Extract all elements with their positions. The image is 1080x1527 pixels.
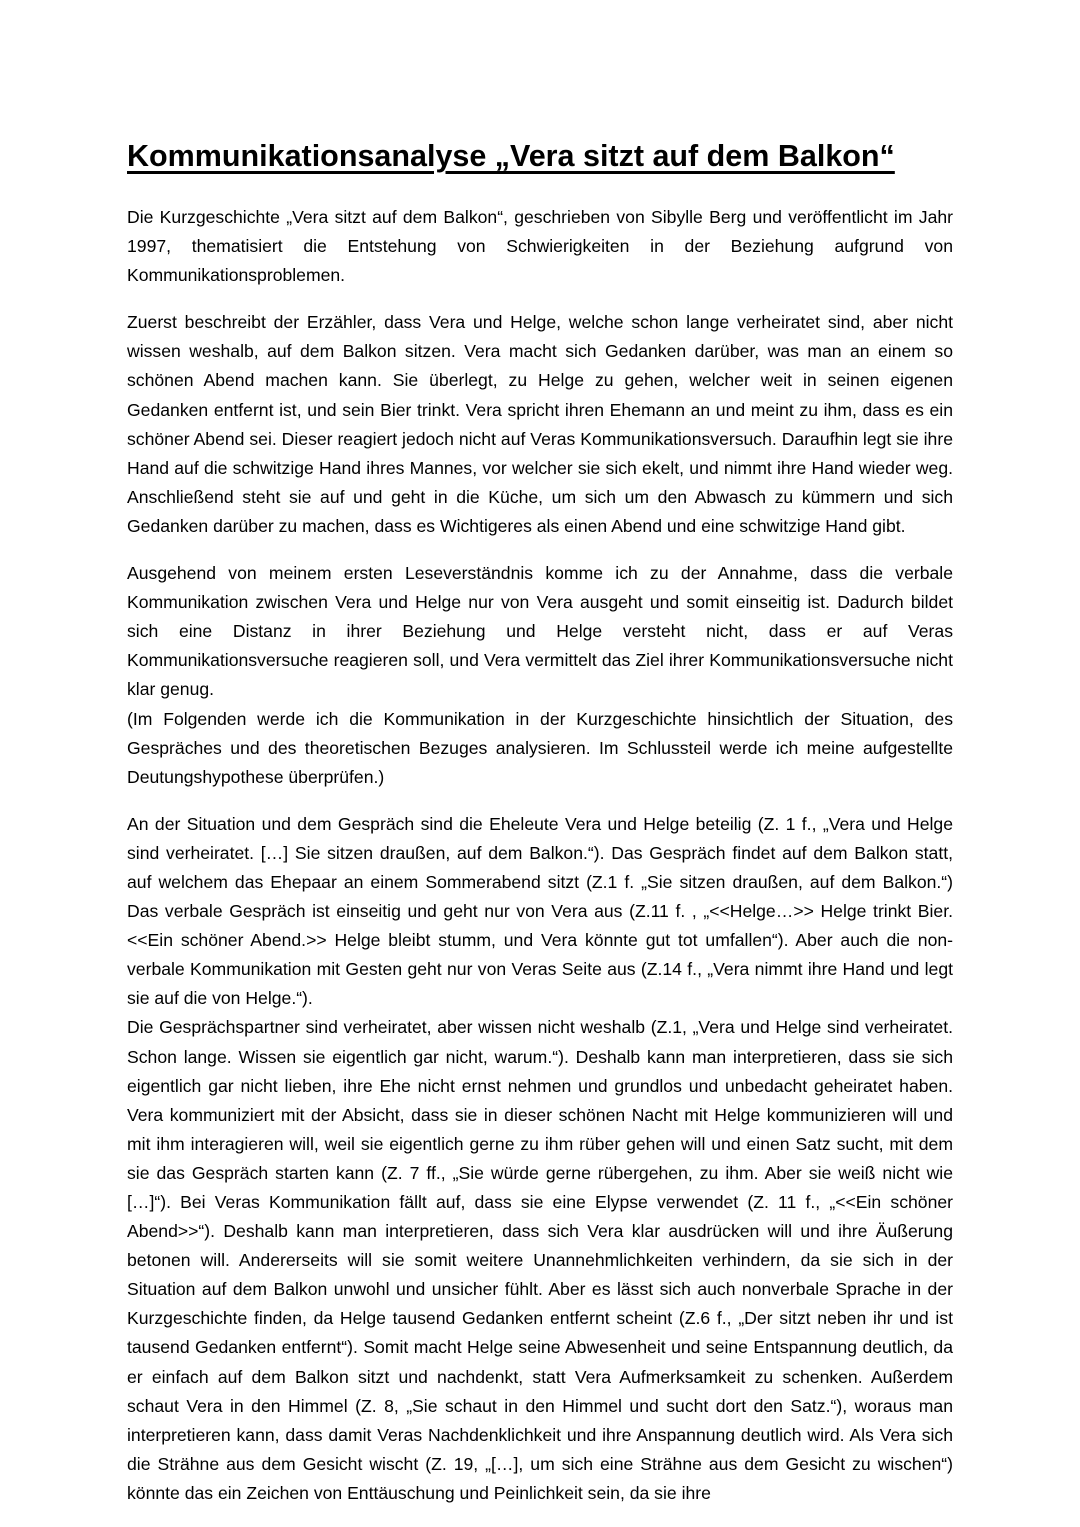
page-title: [127, 128, 953, 185]
paragraph-intro: Die Kurzgeschichte „Vera sitzt auf dem Balkon“, geschrieben von Sibylle Berg und veröffentlicht im Jahr 1997, thematisiert die Entstehung von Schwierigkeiten in der Beziehung aufgrund von Kommunikationsproblemen.: [127, 207, 953, 286]
paragraph-spacer: [127, 290, 953, 308]
paragraph-analyse-gespraech: Die Gesprächspartner sind verheiratet, aber wissen nicht weshalb (Z.1, „Vera und Helge sind verheiratet. Schon lange. Wissen sie eigentlich gar nicht, warum.“). Deshalb kann man interpretieren, dass sie sich eigentlich gar nicht lieben, ihre Ehe nicht ernst nehmen und grundlos und unbedacht geheiratet haben. Vera kommuniziert mit der Absicht, dass sie in dieser schönen Nacht mit Helge kommunizieren will und mit ihm interagieren will, weil sie eigentlich gerne zu ihm rüber gehen will und einen Satz sucht, mit dem sie das Gespräch starten kann (Z. 7 ff., „Sie würde gerne rübergehen, zu ihm. Aber sie weiß nicht wie […]“). Bei Veras Kommunikation fällt auf, dass sie eine Elypse verwendet (Z. 11 f., „<<Ein schöner Abend>>“). Deshalb kann man interpretieren, dass sich Vera klar ausdrücken will und ihre Äußerung betonen will. Andererseits will sie somit weitere Unannehmlichkeiten verhindern, da sie sich in der Situation auf dem Balkon unwohl und unsicher fühlt. Aber es lässt sich auch nonverbale Sprache in der Kurzgeschichte finden, da Helge tausend Gedanken entfernt scheint (Z.6 f., „Der sitzt neben ihr und ist tausend Gedanken entfernt“). Somit macht Helge seine Abwesenheit und seine Entspannung deutlich, da er einfach auf dem Balkon sitzt und nachdenkt, statt Vera Aufmerksamkeit zu schenken. Außerdem schaut Vera in den Himmel (Z. 8, „Sie schaut in den Himmel und sucht dort den Satz.“), woraus man interpretieren kann, dass damit Veras Nachdenklichkeit und ihre Anspannung deutlich wird. Als Vera sich die Strähne aus dem Gesicht wischt (Z. 19, „[…], um sich eine Strähne aus dem Gesicht zu wischen“) könnte das ein Zeichen von Enttäuschung und Peinlichkeit sein, da sie ihre: [127, 1017, 953, 1503]
paragraph-spacer: [127, 541, 953, 559]
paragraph-analyse-situation: An der Situation und dem Gespräch sind die Eheleute Vera und Helge beteilig (Z. 1 f., „Vera und Helge sind verheiratet. […] Sie sitzen draußen, auf dem Balkon.“). Das Gespräch findet auf dem Balkon statt, auf welchem das Ehepaar an einem Sommerabend sitzt (Z.1 f. „Sie sitzen draußen, auf dem Balkon.“) Das verbale Gespräch ist einseitig und geht nur von Vera aus (Z.11 f. , „<<Helge…>> Helge trinkt Bier. <<Ein schöner Abend.>> Helge bleibt stumm, und Vera könnte gut tot umfallen“). Aber auch die non-verbale Kommunikation mit Gesten geht nur von Veras Seite aus (Z.14 f., „Vera nimmt ihre Hand und legt sie auf die von Helge.“).: [127, 813, 953, 1009]
paragraph-spacer: [127, 792, 953, 810]
paragraph-summary: Zuerst beschreibt der Erzähler, dass Vera und Helge, welche schon lange verheiratet sind, aber nicht wissen weshalb, auf dem Balkon sitzen. Vera macht sich Gedanken darüber, was man an einem so schönen Abend machen kann. Sie überlegt, zu Helge zu gehen, welcher weit in seinen eigenen Gedanken entfernt ist, und sein Bier trinkt. Vera spricht ihren Ehemann an und meint zu ihm, dass es ein schöner Abend sei. Dieser reagiert jedoch nicht auf Veras Kommunikationsversuch. Daraufhin legt sie ihre Hand auf die schwitzige Hand ihres Mannes, vor welcher sie sich ekelt, und nimmt ihre Hand wieder weg. Anschließend steht sie auf und geht in die Küche, um sich um den Abwasch zu kümmern und sich Gedanken darüber zu machen, dass es Wichtigeres als einen Abend und eine schwitzige Hand gibt.: [127, 312, 953, 536]
paragraph-deutungshypothese: Ausgehend von meinem ersten Leseverständnis komme ich zu der Annahme, dass die verbale Kommunikation zwischen Vera und Helge nur von Vera ausgeht und somit einseitig ist. Dadurch bildet sich eine Distanz in ihrer Beziehung und Helge versteht nicht, dass er auf Veras Kommunikationsversuche reagieren soll, und Vera vermittelt das Ziel ihrer Kommunikationsversuche nicht klar genug.: [127, 563, 953, 700]
page-title-text: Kommunikationsanalyse „Vera sitzt auf dem Balkon“: [127, 139, 895, 173]
paragraph-ausblick: (Im Folgenden werde ich die Kommunikation in der Kurzgeschichte hinsichtlich der Situation, des Gespräches und des theoretischen Bezuges analysieren. Im Schlussteil werde ich meine aufgestellte Deutungshypothese überprüfen.): [127, 708, 953, 787]
